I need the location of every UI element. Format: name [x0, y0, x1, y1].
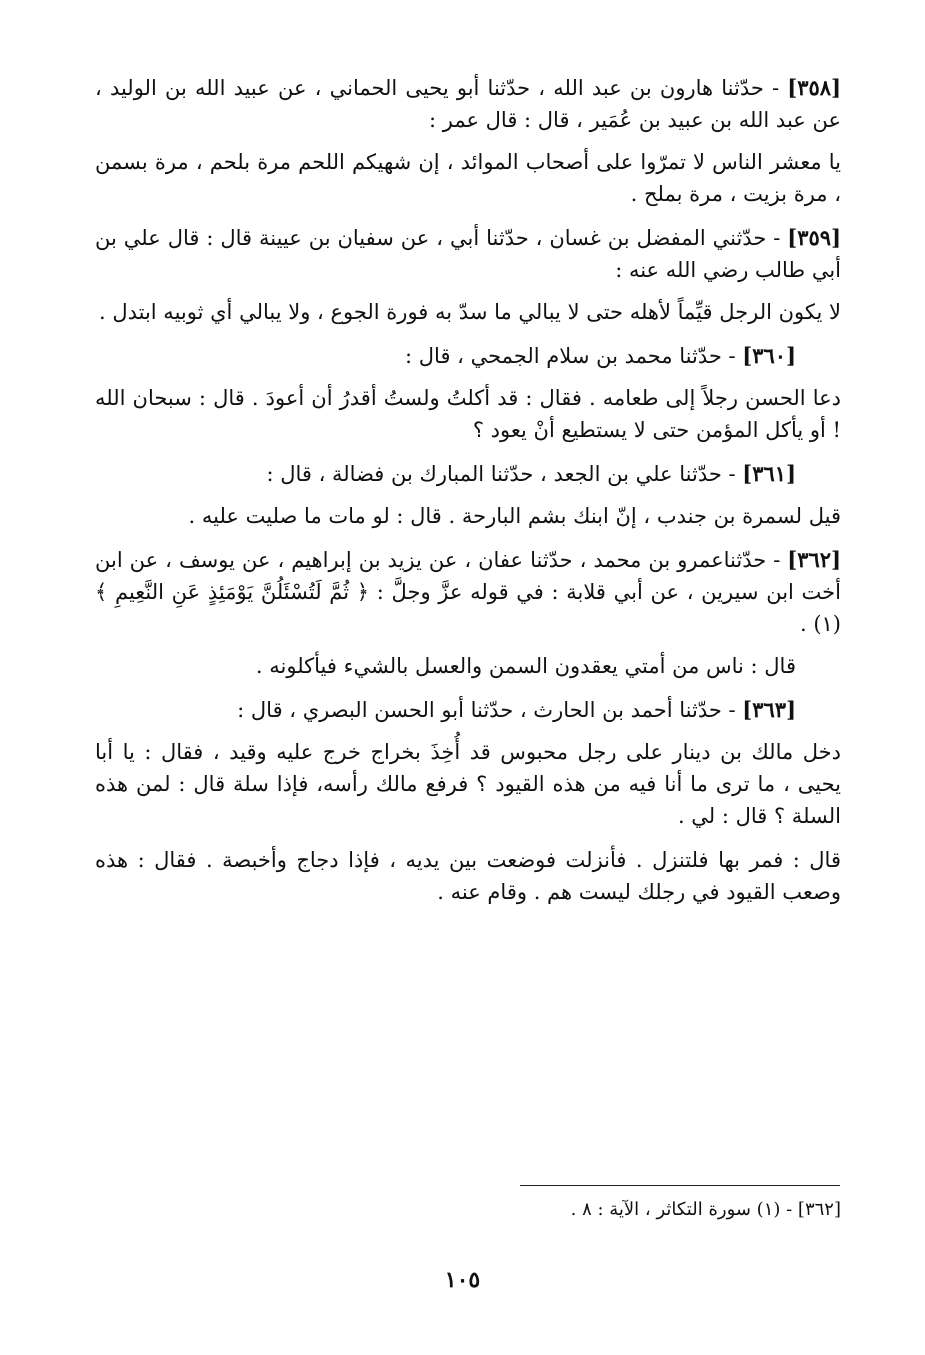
footnote-divider — [520, 1185, 840, 1186]
isnad-text: - حدّثنا محمد بن سلام الجمحي ، قال : — [405, 344, 743, 368]
entry-358-isnad — [95, 72, 841, 136]
entry-360-text: دعا الحسن رجلاً إلى طعامه . فقال : قد أكلتُ ولستُ أقدرُ أن أعودَ . قال : سبحان الله ! أو يأكل المؤمن حتى لا يستطيع أنْ يعود ؟ — [95, 386, 841, 442]
entry-363-text: دخل مالك بن دينار على رجل محبوس قد أُخِذَ بخراج خرج عليه وقيد ، فقال : يا أبا يحيى ، ما ترى ما أنا فيه من هذه القيود ؟ فرفع مالك رأسه، فإذا سلة قال : لمن هذه السلة ؟ قال : لي . — [95, 740, 841, 828]
entry-359-isnad — [95, 222, 841, 286]
main-text — [95, 72, 841, 920]
entry-number: [٣٦١] — [742, 461, 796, 486]
entry-363-isnad — [95, 694, 841, 726]
entry-number: [٣٥٨] — [787, 75, 841, 100]
entry-361-isnad — [95, 458, 841, 490]
entry-359-text: لا يكون الرجل قيِّماً لأهله حتى لا يبالي ما سدّ به فورة الجوع ، ولا يبالي أي ثوبيه ابتدل . — [98, 300, 841, 324]
isnad-text: - حدّثنا علي بن الجعد ، حدّثنا المبارك بن فضالة ، قال : — [266, 462, 743, 486]
entry-363-text-continued: قال : فمر بها فلتنزل . فأنزلت فوضعت بين يديه ، فإذا دجاج وأخبصة . فقال : هذه وصعب القيود في رجلك ليست هم . وقام عنه . — [95, 848, 841, 904]
entry-361-text: قيل لسمرة بن جندب ، إنّ ابنك بشم البارحة . قال : لو مات ما صليت عليه . — [188, 504, 841, 528]
entry-number: [٣٥٩] — [787, 225, 841, 250]
page-number: ١٠٥ — [444, 1267, 481, 1293]
entry-360-isnad — [95, 340, 841, 372]
entry-number: [٣٦٢] — [787, 547, 841, 572]
entry-number: [٣٦٠] — [742, 343, 796, 368]
isnad-text: - حدّثني المفضل بن غسان ، حدّثنا أبي ، عن سفيان بن عيينة قال : قال علي بن أبي طالب رضي الله عنه : — [95, 226, 841, 282]
entry-358-text: يا معشر الناس لا تمرّوا على أصحاب الموائد ، إن شهيكم اللحم مرة بلحم ، مرة بسمن ، مرة بزيت ، مرة بملح . — [95, 150, 841, 206]
isnad-text: - حدّثنا هارون بن عبد الله ، حدّثنا أبو يحيى الحماني ، عن عبيد الله بن الوليد ، عن عبد الله بن عبيد بن عُمَير ، قال : قال عمر : — [95, 76, 841, 132]
entry-number: [٣٦٣] — [742, 697, 796, 722]
footnote: [٣٦٢] - (١) سورة التكاثر ، الآية : ٨ . — [570, 1199, 841, 1220]
isnad-text: - حدّثنا أحمد بن الحارث ، حدّثنا أبو الحسن البصري ، قال : — [237, 698, 743, 722]
entry-362-text: قال : ناس من أمتي يعقدون السمن والعسل بالشيء فيأكلونه . — [255, 654, 796, 678]
isnad-text: - حدّثناعمرو بن محمد ، حدّثنا عفان ، عن يزيد بن إبراهيم ، عن يوسف ، عن ابن أخت ابن سيرين ، عن أبي قلابة : في قوله عزَّ وجلَّ : ﴿ ثُمَّ لَتُسْئَلُنَّ يَوْمَئِذٍ عَنِ النَّعِيمِ ﴾ (١) . — [95, 548, 841, 636]
entry-362-isnad — [95, 544, 841, 640]
